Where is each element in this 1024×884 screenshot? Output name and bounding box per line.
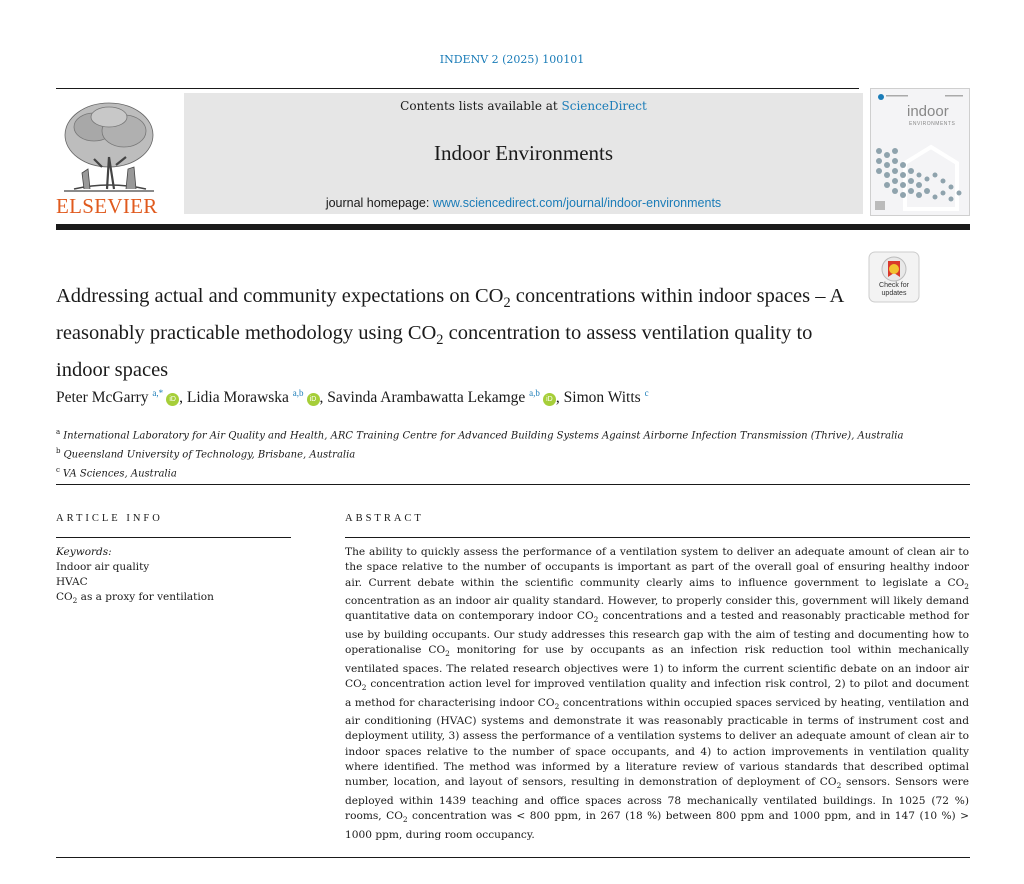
cover-subtitle: ENVIRONMENTS [909, 121, 956, 127]
orcid-icon[interactable]: iD [543, 393, 556, 406]
affiliation-mark: b [56, 446, 61, 455]
abstract-rule [345, 537, 970, 538]
orcid-icon[interactable]: iD [166, 393, 179, 406]
header-rule [56, 88, 859, 89]
abstract-segment: monitoring for use by occupants as an infection risk reduction tool within mechanically ventilated spaces. The related research objectives were 1) to inform the current scientific debate on an indoor air CO [345, 644, 969, 691]
keyword-item: HVAC [56, 576, 88, 588]
affiliation-text: International Laboratory for Air Quality and Health, ARC Training Centre for Advanced Building Systems Against Airborne Infection Transmission (Thrive), Australia [63, 430, 904, 442]
abstract-segment: concentration was < 800 ppm, in 267 (18 %) between 800 ppm and 1000 ppm, and in 147 (10 %) > 1000 ppm, during room occupancy. [345, 810, 969, 841]
abstract-sub: 2 [964, 581, 969, 591]
keyword-sub: 2 [72, 596, 78, 606]
journal-masthead [184, 93, 863, 214]
sciencedirect-link[interactable]: ScienceDirect [561, 99, 647, 113]
affiliation-text: Queensland University of Technology, Brisbane, Australia [63, 449, 356, 461]
author-name[interactable]: Lidia Morawska [186, 389, 289, 407]
affiliation-text: VA Sciences, Australia [62, 467, 177, 479]
author-name[interactable]: Savinda Arambawatta Lekamge [327, 389, 526, 407]
abstract-segment: sensors. Sensors were deployed within 1439 teaching and office spaces across 78 mechanically ventilated buildings. In 1025 (72 %) rooms, CO [345, 776, 970, 823]
affiliation-list [56, 425, 903, 481]
abstract-sub: 2 [445, 649, 450, 659]
check-for-updates-label[interactable] [868, 282, 920, 298]
bottom-rule [56, 857, 970, 858]
abstract-segment: concentrations within occupied spaces serviced by heating, ventilation and air conditioning (HVAC) systems and demonstrate it was reasonably practicable in terms of instrument cost and deployment utility, 3) assess the performance of a ventilation systems to deliver an adequate amount of clean air to indoor spaces relative to the number of space occupants, and 4) to action improvements in ventilation quality where identified. The method was informed by a literature review of various standards that described optimal number, location, and layout of sensors, resulting in demonstration of deployment of CO [345, 696, 969, 789]
abstract-sub: 2 [836, 781, 842, 791]
abstract-segment: concentration as an indoor air quality standard. However, to properly consider this, government will likely demand quantitative data on contemporary indoor CO [345, 595, 969, 623]
abstract-sub: 2 [402, 815, 408, 825]
affiliation-item [56, 444, 903, 463]
title-part2: concentrations within indoor spaces – A reasonably practicable methodology using CO [56, 285, 844, 345]
affiliation-mark: c [56, 465, 60, 474]
article-info-rule [56, 537, 291, 538]
abstract-sub: 2 [554, 701, 560, 711]
author-affil-mark[interactable]: a,b [529, 388, 540, 398]
affiliation-item [56, 425, 903, 444]
journal-homepage-line [184, 196, 863, 210]
affiliation-mark: a [56, 428, 61, 436]
author-list: Peter McGarry $^{a,*}$iD , Lidia Morawska $^{a,b}$iD , Savinda Arambawatta Lekamge $^{a,b}$iD , Simon Witts $^c$ [56, 388, 649, 407]
cover-brand: indoor [907, 103, 949, 120]
article-info-heading: ARTICLE INFO [56, 513, 163, 524]
author-name[interactable]: Peter McGarry [56, 389, 149, 407]
contents-available-line [184, 99, 863, 113]
keyword-part: CO [56, 591, 73, 603]
journal-cover-image[interactable] [870, 88, 970, 216]
article-title [56, 281, 846, 385]
abstract-sub: 2 [361, 683, 367, 693]
keywords-label: Keywords: [56, 546, 112, 558]
title-sub1: 2 [503, 295, 511, 312]
masthead-thick-rule [56, 224, 970, 230]
keyword-part: as a proxy for ventilation [77, 591, 214, 603]
abstract-segment: concentrations and a tested and reasonably practicable method for use by building occupants. Our study addresses this research gap with the aim of testing and documenting how to operationalise CO [345, 610, 970, 657]
keywords-block [56, 545, 214, 608]
author-affil-mark[interactable]: a,* [152, 388, 164, 398]
journal-title: Indoor Environments [433, 141, 614, 165]
author-affil-mark[interactable]: c [644, 388, 649, 398]
journal-homepage-link[interactable]: www.sciencedirect.com/journal/indoor-environments [432, 196, 722, 210]
title-sub2: 2 [436, 332, 444, 349]
homepage-prefix: journal homepage: [325, 196, 433, 210]
abstract-segment: concentration action level for improved ventilation quality and infection risk control, 2) to pilot and document a method for characterising indoor CO [345, 678, 969, 709]
keyword-item [56, 590, 214, 608]
abstract-heading: ABSTRACT [345, 513, 424, 524]
journal-reference-link[interactable]: INDENV 2 (2025) 100101 [439, 53, 585, 66]
author-affil-mark[interactable]: a,b [292, 388, 304, 398]
title-part3: concentration to assess ventilation quality to indoor spaces [56, 322, 813, 382]
section-divider [56, 484, 970, 485]
abstract-sub: 2 [593, 615, 599, 625]
title-part1: Addressing actual and community expectations on CO [56, 285, 504, 307]
keyword-item: Indoor air quality [56, 561, 150, 573]
orcid-icon[interactable]: iD [307, 393, 320, 406]
check-label-line2: updates [881, 290, 907, 297]
publisher-name: ELSEVIER [56, 194, 158, 218]
check-label-line1: Check for [879, 282, 909, 289]
author-name[interactable]: Simon Witts [563, 389, 641, 407]
abstract-text [345, 545, 969, 843]
affiliation-item [56, 463, 903, 482]
abstract-segment: The ability to quickly assess the performance of a ventilation system to deliver an adequate amount of clean air to the space relative to the number of occupants is important as part of the overall goal of ensuring healthy indoor air. Current debate within the scientific community clearly aims to influence government to legislate a CO [345, 546, 969, 589]
contents-prefix: Contents lists available at [400, 99, 562, 113]
